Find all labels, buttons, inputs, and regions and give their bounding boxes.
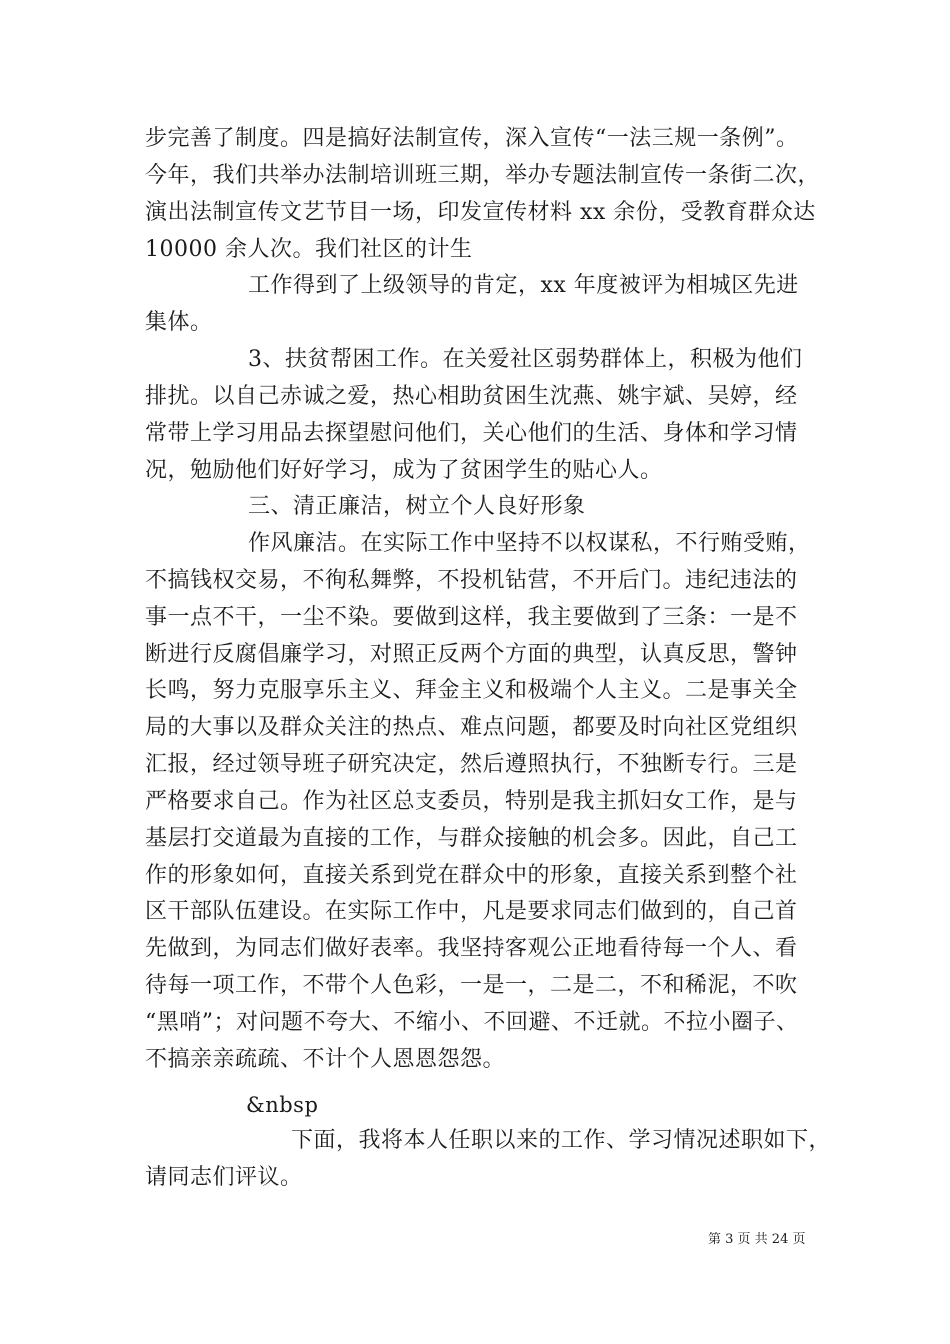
body-text-line: 工作得到了上级领导的肯定，xx 年度被评为相城区先进 <box>248 273 799 298</box>
body-text-line: 请同志们评议。 <box>145 1165 303 1190</box>
body-text-line: 事一点不干，一尘不染。要做到这样，我主要做到了三条：一是不 <box>145 605 798 630</box>
body-text-line: 区干部队伍建设。在实际工作中，凡是要求同志们做到的，自己首 <box>145 899 798 924</box>
body-text-line: 10000 余人次。我们社区的计生 <box>145 237 473 262</box>
body-text-line: 基层打交道最为直接的工作，与群众接触的机会多。因此，自己工 <box>145 826 798 851</box>
body-text-line: 作的形象如何，直接关系到党在群众中的形象，直接关系到整个社 <box>145 863 798 888</box>
body-text-line: 集体。 <box>145 310 213 335</box>
body-text-line: 演出法制宣传文艺节目一场，印发宣传材料 xx 余份，受教育群众达 <box>145 200 816 225</box>
body-text-line: 局的大事以及群众关注的热点、难点问题，都要及时向社区党组织 <box>145 715 798 740</box>
body-text-line: 长鸣，努力克服享乐主义、拜金主义和极端个人主义。二是事关全 <box>145 678 798 703</box>
body-text-line: 断进行反腐倡廉学习，对照正反两个方面的典型，认真反思，警钟 <box>145 642 798 667</box>
body-text-line: “黑哨”；对问题不夸大、不缩小、不回避、不迁就。不拉小圈子、 <box>145 1010 799 1035</box>
body-text-line: 步完善了制度。四是搞好法制宣传，深入宣传“一法三规一条例”。 <box>145 126 799 151</box>
body-text-line: 汇报，经过领导班子研究决定，然后遵照执行，不独断专行。三是 <box>145 752 798 777</box>
body-text-line: 作风廉洁。在实际工作中坚持不以权谋私，不行贿受贿， <box>248 531 811 556</box>
page-number-footer: 第 3 页 共 24 页 <box>708 1232 806 1247</box>
body-text-line: 今年，我们共举办法制培训班三期，举办专题法制宣传一条街二次， <box>145 163 821 188</box>
body-text-line: 排扰。以自己赤诚之爱，热心相助贫困生沈燕、姚宇斌、吴婷，经 <box>145 384 798 409</box>
body-text-line: 不搞钱权交易，不徇私舞弊，不投机钻营，不开后门。违纪违法的 <box>145 568 798 593</box>
body-text-line: 下面，我将本人任职以来的工作、学习情况述职如下， <box>291 1128 832 1153</box>
body-text-line: 严格要求自己。作为社区总支委员，特别是我主抓妇女工作，是与 <box>145 789 798 814</box>
body-text-line: 不搞亲亲疏疏、不计个人恩恩怨怨。 <box>145 1047 506 1072</box>
body-text-line: 常带上学习用品去探望慰问他们，关心他们的生活、身体和学习情 <box>145 421 798 446</box>
body-text-line: 况，勉励他们好好学习，成为了贫困学生的贴心人。 <box>145 458 663 483</box>
body-text-line: 待每一项工作，不带个人色彩，一是一，二是二，不和稀泥，不吹 <box>145 973 798 998</box>
body-text-line: 3、扶贫帮困工作。在关爱社区弱势群体上，积极为他们 <box>248 347 803 372</box>
nbsp-artifact-text: &nbsp <box>246 1093 319 1117</box>
section-heading: 三、清正廉洁，树立个人良好形象 <box>248 494 586 519</box>
body-text-line: 先做到，为同志们做好表率。我坚持客观公正地看待每一个人、看 <box>145 936 798 961</box>
